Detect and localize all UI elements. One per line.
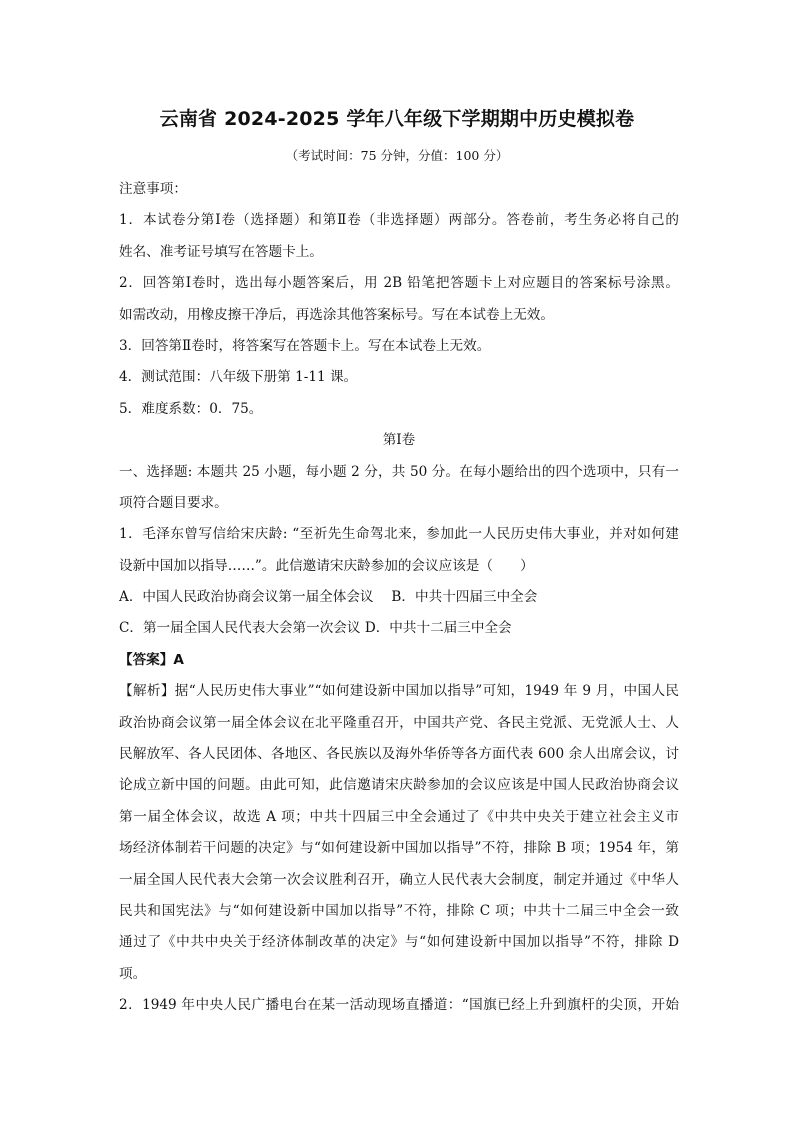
page-title: 云南省 2024-2025 学年八年级下学期期中历史模拟卷 bbox=[159, 108, 635, 130]
analysis-line: 项。 bbox=[119, 965, 147, 982]
notice-line: 2．回答第Ⅰ卷时，选出每小题答案后，用 2B 铅笔把答题卡上对应题目的答案标号涂黑。 bbox=[119, 275, 679, 292]
analysis-line: 通过了《中共中央关于经济体制改革的决定》与“如何建设新中国加以指导”不符，排除 D bbox=[119, 934, 679, 951]
question-stem: 设新中国加以指导……”。此信邀请宋庆龄参加的会议应该是（ ） bbox=[119, 557, 534, 574]
analysis-line: 【解析】据“人民历史伟大事业”“如何建设新中国加以指导”可知，1949 年 9 月，中国人民 bbox=[119, 683, 679, 700]
analysis-line: 民共和国宪法》与“如何建设新中国加以指导”不符，排除 C 项；中共十二届三中全会一致 bbox=[119, 902, 679, 919]
question-stem: 1．毛泽东曾写信给宋庆龄: “至祈先生命驾北来，参加此一人民历史伟大事业，并对如何建 bbox=[119, 526, 679, 543]
document-body bbox=[119, 174, 679, 1022]
analysis-line: 第一届全体会议，故选 A 项；中共十四届三中全会通过了《中共中央关于建立社会主义市 bbox=[119, 808, 679, 825]
analysis-line: 政治协商会议第一届全体会议在北平隆重召开，中国共产党、各民主党派、无党派人士、人 bbox=[119, 714, 679, 731]
analysis-line: 场经济体制若干问题的决定》与“如何建设新中国加以指导”不符，排除 B 项；1954 年，第 bbox=[119, 840, 679, 857]
section-instruction: 项符合题目要求。 bbox=[119, 494, 228, 511]
notice-line: 姓名、准考证号填写在答题卡上。 bbox=[119, 243, 323, 260]
notice-line: 如需改动，用橡皮擦干净后，再选涂其他答案标号。写在本试卷上无效。 bbox=[119, 306, 554, 323]
notice-line: 1．本试卷分第Ⅰ卷（选择题）和第Ⅱ卷（非选择题）两部分。答卷前，考生务必将自己的 bbox=[119, 212, 679, 229]
notice-heading: 注意事项： bbox=[119, 181, 187, 197]
analysis-line: 一届全国人民代表大会第一次会议胜利召开，确立人民代表大会制度，制定并通过《中华人 bbox=[119, 871, 679, 888]
question-option: C．第一届全国人民代表大会第一次会议 D．中共十二届三中全会 bbox=[119, 620, 512, 637]
notice-line: 5．难度系数：0．75。 bbox=[119, 400, 263, 417]
analysis-line: 论成立新中国的问题。由此可知，此信邀请宋庆龄参加的会议应该是中国人民政治协商会议 bbox=[119, 777, 679, 794]
exam-meta: （考试时间：75 分钟，分值：100 分） bbox=[285, 148, 509, 163]
question-option: A．中国人民政治协商会议第一届全体会议 B．中共十四届三中全会 bbox=[119, 589, 538, 606]
notice-line: 3．回答第Ⅱ卷时，将答案写在答题卡上。写在本试卷上无效。 bbox=[119, 337, 491, 354]
analysis-line: 民解放军、各人民团体、各地区、各民族以及海外华侨等各方面代表 600 余人出席会议，讨 bbox=[119, 746, 679, 763]
section-instruction: 一、选择题: 本题共 25 小题，每小题 2 分，共 50 分。在每小题给出的四个选项中，只有一 bbox=[119, 463, 679, 480]
notice-line: 4．测试范围：八年级下册第 1-11 课。 bbox=[119, 369, 358, 386]
question-stem: 2．1949 年中央人民广播电台在某一活动现场直播道：“国旗已经上升到旗杆的尖顶，开始 bbox=[119, 997, 679, 1014]
answer-label: 【答案】A bbox=[119, 651, 184, 668]
section-heading: 第Ⅰ卷 bbox=[382, 432, 416, 449]
